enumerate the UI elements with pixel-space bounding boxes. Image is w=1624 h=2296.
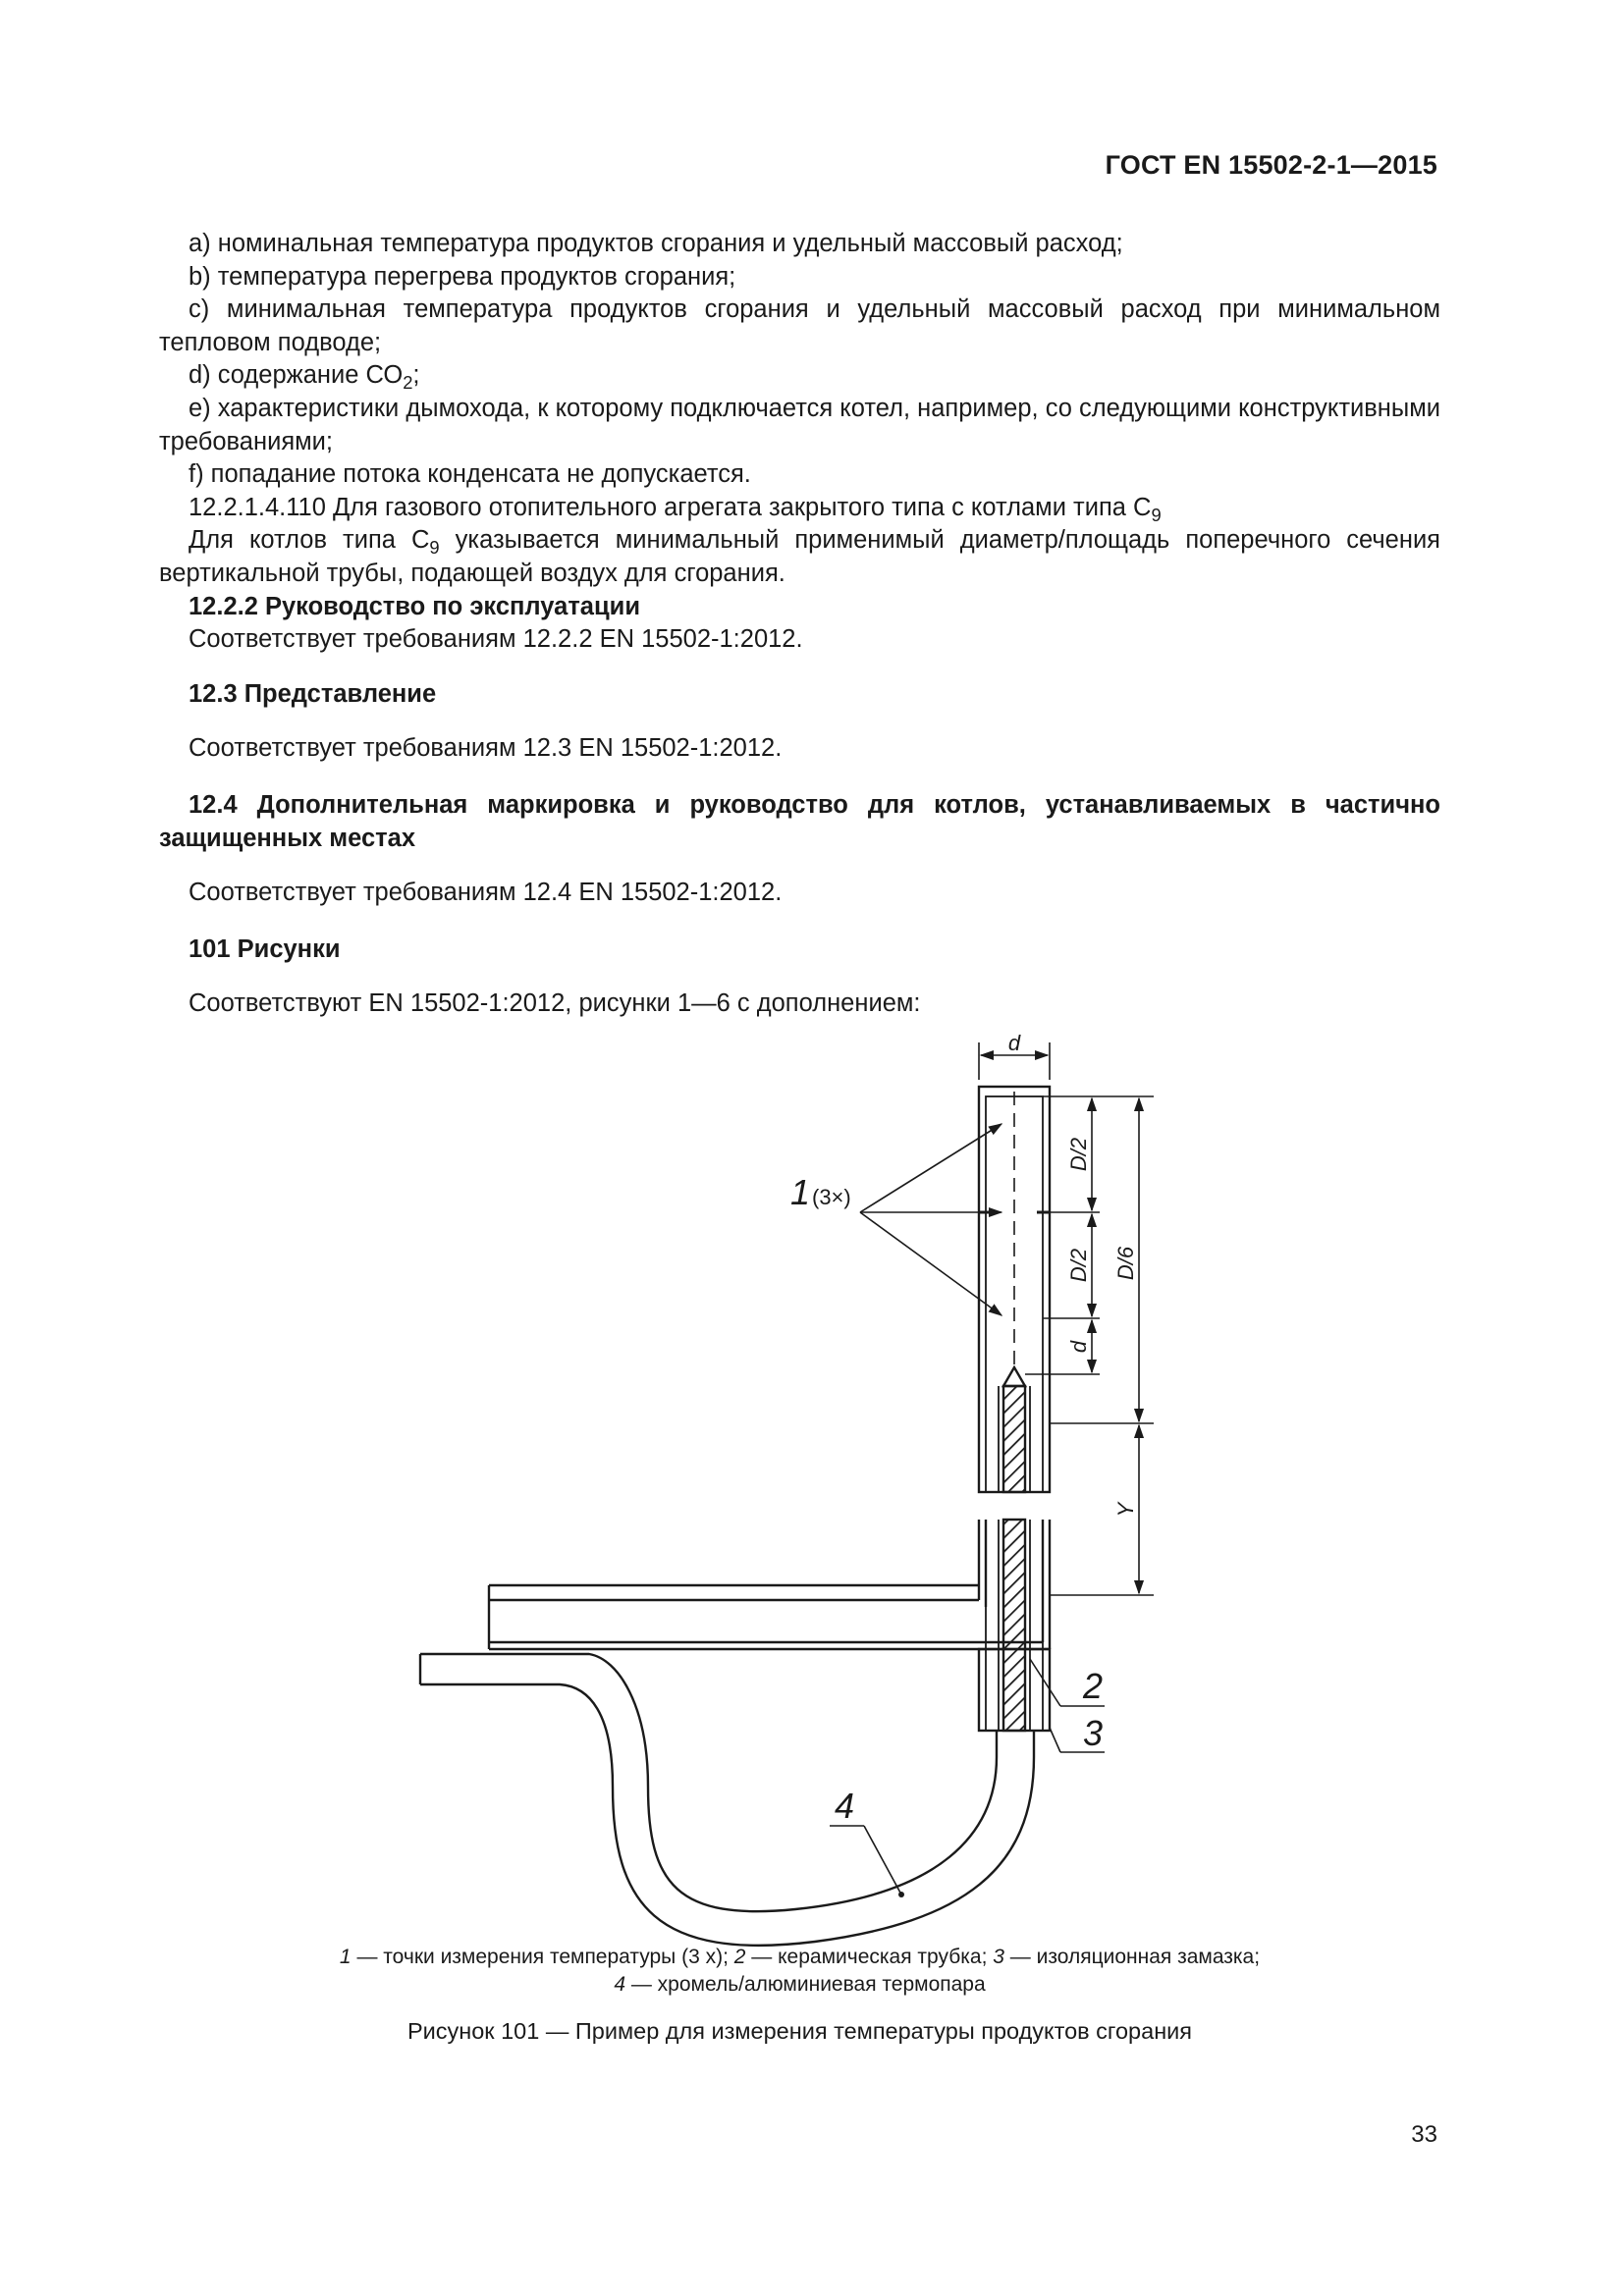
legend-text-2: — керамическая трубка; xyxy=(745,1946,994,1968)
co2-subscript: 2 xyxy=(403,372,413,394)
horizontal-pipe xyxy=(489,1585,1050,1649)
clause-110-text-start: Для котлов типа С xyxy=(189,526,430,555)
legend-text-1: — точки измерения температуры (3 х); xyxy=(351,1946,734,1968)
figure-caption: Рисунок 101 — Пример для измерения температуры продуктов сгорания xyxy=(406,2018,1193,2044)
label-d6: D/6 xyxy=(1113,1246,1138,1281)
c9-subscript-2: 9 xyxy=(429,537,440,559)
section-12-3-heading: 12.3 Представление xyxy=(189,679,437,708)
clause-110-title-text: 12.2.1.4.110 Для газового отопительного агрегата закрытого типа с котлами типа С xyxy=(189,493,1152,521)
legend-num-2: 2 xyxy=(733,1946,746,1968)
section-12-4-text: Соответствует требованиям 12.4 EN 15502-1:2012. xyxy=(189,879,783,907)
leader-lines xyxy=(830,1124,1105,1897)
clause-110-text-rest: указывается минимальный применимый диаметр/площадь поперечного сечения вертикальной трубы, подающей воздух для сгорания. xyxy=(159,526,1440,587)
label-1: 1 xyxy=(790,1172,811,1212)
list-item-b: b) температура перегрева продуктов сгорания; xyxy=(189,262,736,291)
c9-subscript: 9 xyxy=(1151,504,1162,525)
section-12-3-text: Соответствует требованиям 12.3 EN 15502-1:2012. xyxy=(189,734,783,763)
legend-line-2 xyxy=(159,1971,1440,1999)
section-12-2-2-text: Соответствует требованиям 12.2.2 EN 15502-1:2012. xyxy=(189,625,803,654)
section-101-heading: 101 Рисунки xyxy=(189,934,341,963)
legend-line-1 xyxy=(159,1944,1440,1971)
label-4: 4 xyxy=(835,1786,855,1826)
legend-num-4: 4 xyxy=(614,1973,625,1996)
page-number: 33 xyxy=(1411,2121,1437,2148)
legend-num-3: 3 xyxy=(993,1946,1004,1968)
section-101-text: Соответствуют EN 15502-1:2012, рисунки 1—6 с дополнением: xyxy=(189,989,921,1018)
list-item-d-end: ; xyxy=(412,361,420,390)
document-id-header: ГОСТ EN 15502-2-1—2015 xyxy=(1105,150,1437,180)
label-d-small: d xyxy=(1066,1340,1091,1354)
thermocouple-wire xyxy=(420,1654,1034,1946)
list-item-a: a) номинальная температура продуктов сгорания и удельный массовый расход; xyxy=(189,230,1123,257)
section-12-2-2-heading: 12.2.2 Руководство по эксплуатации xyxy=(189,592,641,620)
list-item-d-text: d) содержание СО xyxy=(189,361,404,390)
legend-num-1: 1 xyxy=(339,1946,352,1968)
list-item-e: e) характеристики дымохода, к которому подключается котел, например, со следующими конструктивными требованиями; xyxy=(159,394,1440,455)
label-d-width: d xyxy=(1007,1031,1021,1055)
label-3: 3 xyxy=(1083,1713,1104,1753)
label-y: Y xyxy=(1113,1502,1138,1518)
legend-text-4: — хромель/алюминиевая термопара xyxy=(625,1973,986,1996)
list-item-c: c) минимальная температура продуктов сгорания и удельный массовый расход при минимальном тепловом подводе; xyxy=(159,295,1440,356)
label-d2-lower: D/2 xyxy=(1066,1248,1091,1283)
legend-text-3: — изоляционная замазка; xyxy=(1003,1946,1261,1968)
ceramic-tube xyxy=(999,1367,1030,1731)
list-item-f: f) попадание потока конденсата не допускается. xyxy=(189,460,751,489)
label-d2-upper: D/2 xyxy=(1066,1137,1091,1172)
label-1-count: (3×) xyxy=(812,1185,851,1209)
section-12-4-heading: 12.4 Дополнительная маркировка и руководство для котлов, устанавливаемых в частично защищенных местах xyxy=(159,790,1440,852)
label-2: 2 xyxy=(1083,1666,1104,1706)
figure-legend xyxy=(159,1944,1440,1999)
